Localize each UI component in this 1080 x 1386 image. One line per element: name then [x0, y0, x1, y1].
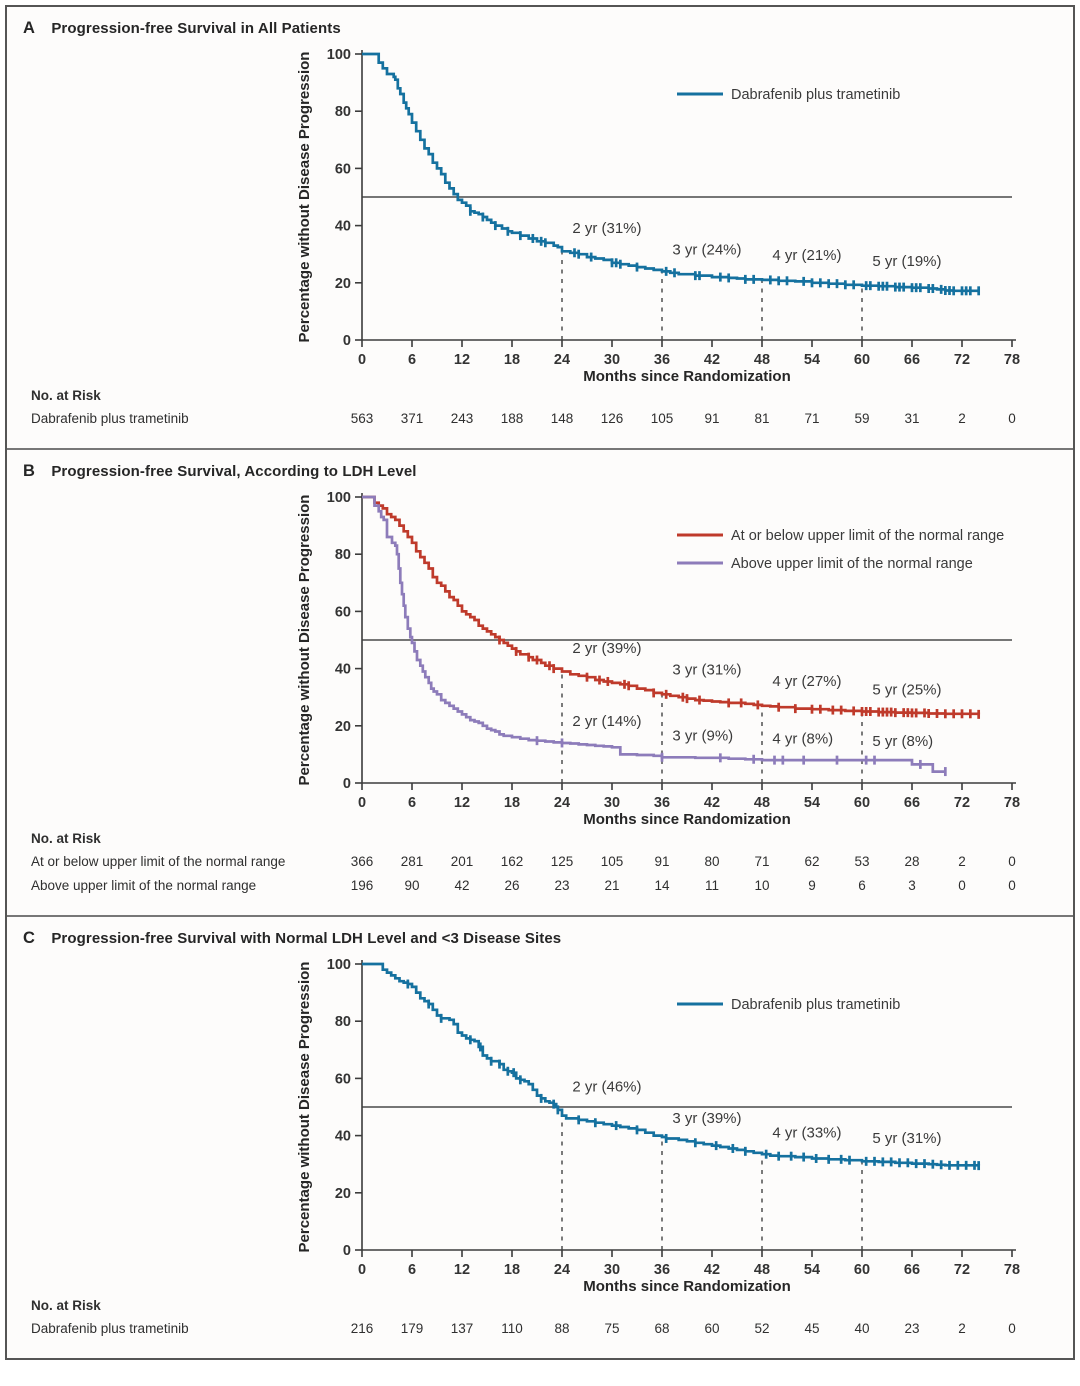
x-tick-label: 48 — [753, 352, 771, 368]
risk-value: 110 — [501, 1321, 523, 1336]
timepoint-annotation: 5 yr (25%) — [872, 681, 942, 699]
y-tick-label: 20 — [334, 1185, 351, 1202]
risk-value: 23 — [904, 1321, 920, 1336]
y-tick-label: 0 — [342, 333, 351, 349]
risk-value: 42 — [454, 878, 470, 893]
x-tick-label: 0 — [357, 795, 367, 811]
risk-value: 281 — [400, 854, 424, 869]
x-tick-label: 18 — [503, 1262, 521, 1278]
risk-value: 26 — [504, 878, 520, 893]
timepoint-annotation: 4 yr (8%) — [772, 730, 834, 748]
x-axis-title: Months since Randomization — [583, 368, 791, 382]
x-tick-label: 6 — [407, 352, 417, 368]
x-tick-label: 12 — [453, 1262, 471, 1278]
panel-a-title-text: Progression-free Survival in All Patients — [51, 20, 341, 37]
x-tick-label: 66 — [903, 1262, 921, 1278]
y-tick-label: 40 — [334, 218, 351, 235]
risk-value: 40 — [854, 1321, 870, 1336]
risk-value: 196 — [350, 878, 374, 893]
x-tick-label: 54 — [803, 352, 821, 368]
legend-label: At or below upper limit of the normal range — [731, 528, 1005, 544]
legend-label: Above upper limit of the normal range — [731, 556, 973, 572]
risk-value: 53 — [854, 854, 870, 869]
risk-value: 366 — [350, 854, 374, 869]
y-tick-label: 20 — [334, 718, 351, 735]
risk-value: 28 — [904, 854, 920, 869]
x-tick-label: 48 — [753, 1262, 771, 1278]
risk-value: 45 — [804, 1321, 820, 1336]
x-tick-label: 24 — [553, 352, 571, 368]
panel-b — [7, 448, 1073, 915]
x-tick-label: 42 — [703, 1262, 721, 1278]
risk-value: 80 — [704, 854, 720, 869]
x-tick-label: 48 — [753, 795, 771, 811]
risk-value: 201 — [450, 854, 474, 869]
x-tick-label: 24 — [553, 795, 571, 811]
x-tick-label: 66 — [903, 795, 921, 811]
x-tick-label: 18 — [503, 795, 521, 811]
x-axis-title: Months since Randomization — [583, 811, 791, 825]
y-tick-label: 0 — [342, 1243, 351, 1259]
panel-c-title — [17, 923, 1063, 950]
risk-value: 0 — [958, 878, 966, 893]
risk-value: 105 — [600, 854, 624, 869]
risk-value: 52 — [754, 1321, 770, 1336]
risk-value: 75 — [604, 1321, 620, 1336]
x-tick-label: 60 — [853, 352, 871, 368]
x-tick-label: 54 — [803, 795, 821, 811]
x-tick-label: 18 — [503, 352, 521, 368]
x-tick-label: 54 — [803, 1262, 821, 1278]
y-tick-label: 100 — [326, 957, 351, 973]
risk-value: 2 — [958, 854, 966, 869]
timepoint-annotation: 4 yr (33%) — [772, 1124, 842, 1142]
risk-value: 21 — [604, 878, 620, 893]
x-tick-label: 78 — [1003, 1262, 1021, 1278]
x-tick-label: 12 — [453, 795, 471, 811]
risk-value: 68 — [654, 1321, 670, 1336]
y-tick-label: 80 — [334, 547, 351, 564]
panel-c-title-text: Progression-free Survival with Normal LDH Level and <3 Disease Sites — [51, 930, 562, 947]
x-tick-label: 30 — [603, 352, 621, 368]
risk-value: 0 — [1008, 878, 1016, 893]
risk-value: 11 — [704, 878, 719, 893]
risk-value: 371 — [400, 411, 424, 426]
risk-row-label: At or below upper limit of the normal range — [31, 854, 286, 869]
risk-value: 90 — [404, 878, 420, 893]
risk-value: 23 — [554, 878, 570, 893]
risk-value: 2 — [958, 1321, 966, 1336]
risk-value: 3 — [908, 878, 916, 893]
risk-header: No. at Risk — [31, 388, 101, 403]
x-tick-label: 36 — [653, 795, 671, 811]
risk-value: 216 — [350, 1321, 374, 1336]
risk-table-normal-ldh-lt3-sites — [17, 1292, 1063, 1356]
risk-value: 31 — [904, 411, 920, 426]
risk-value: 59 — [854, 411, 870, 426]
risk-value: 91 — [654, 854, 670, 869]
legend-label: Dabrafenib plus trametinib — [731, 997, 901, 1013]
km-chart-normal-ldh-lt3-sites — [17, 950, 1073, 1292]
risk-value: 81 — [754, 411, 770, 426]
timepoint-annotation: 3 yr (31%) — [672, 661, 742, 679]
risk-value: 125 — [550, 854, 574, 869]
risk-value: 243 — [450, 411, 474, 426]
risk-value: 9 — [808, 878, 816, 893]
risk-value: 10 — [754, 878, 770, 893]
x-tick-label: 72 — [953, 795, 971, 811]
timepoint-annotation: 5 yr (19%) — [872, 252, 942, 270]
panel-a — [7, 7, 1073, 448]
risk-value: 137 — [450, 1321, 474, 1336]
risk-row-label: Above upper limit of the normal range — [31, 878, 257, 893]
risk-value: 14 — [654, 878, 670, 893]
timepoint-annotation: 4 yr (21%) — [772, 247, 842, 265]
timepoint-annotation: 5 yr (31%) — [872, 1130, 942, 1148]
x-tick-label: 72 — [953, 352, 971, 368]
timepoint-annotation: 3 yr (24%) — [672, 241, 742, 259]
risk-value: 71 — [804, 411, 820, 426]
risk-row-label: Dabrafenib plus trametinib — [31, 1321, 189, 1336]
x-tick-label: 6 — [407, 1262, 417, 1278]
x-tick-label: 24 — [553, 1262, 571, 1278]
y-tick-label: 60 — [334, 161, 351, 178]
risk-value: 88 — [554, 1321, 570, 1336]
risk-value: 148 — [550, 411, 574, 426]
y-axis-title: Percentage without Disease Progression — [296, 494, 313, 786]
x-tick-label: 42 — [703, 795, 721, 811]
x-tick-label: 72 — [953, 1262, 971, 1278]
panel-a-title — [17, 13, 1063, 40]
timepoint-annotation: 2 yr (46%) — [572, 1078, 642, 1096]
y-tick-label: 40 — [334, 661, 351, 678]
y-tick-label: 100 — [326, 490, 351, 506]
x-tick-label: 0 — [357, 1262, 367, 1278]
risk-header: No. at Risk — [31, 1298, 101, 1313]
y-tick-label: 100 — [326, 47, 351, 63]
y-axis-title: Percentage without Disease Progression — [296, 51, 313, 343]
risk-value: 60 — [704, 1321, 720, 1336]
x-tick-label: 30 — [603, 1262, 621, 1278]
risk-value: 126 — [600, 411, 624, 426]
risk-value: 0 — [1008, 854, 1016, 869]
panel-c-letter: C — [23, 929, 36, 947]
y-tick-label: 80 — [334, 104, 351, 121]
risk-value: 71 — [754, 854, 770, 869]
x-tick-label: 12 — [453, 352, 471, 368]
risk-value: 188 — [500, 411, 524, 426]
timepoint-annotation: 2 yr (31%) — [572, 220, 642, 238]
y-tick-label: 0 — [342, 776, 351, 792]
y-tick-label: 80 — [334, 1014, 351, 1031]
risk-value: 2 — [958, 411, 966, 426]
timepoint-annotation: 3 yr (9%) — [672, 727, 734, 745]
x-tick-label: 30 — [603, 795, 621, 811]
x-tick-label: 78 — [1003, 352, 1021, 368]
timepoint-annotation: 4 yr (27%) — [772, 673, 842, 691]
km-figure — [5, 5, 1075, 1360]
timepoint-annotation: 5 yr (8%) — [872, 733, 934, 751]
panel-a-letter: A — [23, 19, 36, 37]
risk-value: 179 — [400, 1321, 424, 1336]
y-tick-label: 60 — [334, 604, 351, 621]
timepoint-annotation: 2 yr (39%) — [572, 640, 642, 658]
y-tick-label: 20 — [334, 275, 351, 292]
x-tick-label: 0 — [357, 352, 367, 368]
timepoint-annotation: 2 yr (14%) — [572, 713, 642, 731]
x-tick-label: 36 — [653, 1262, 671, 1278]
y-axis-title: Percentage without Disease Progression — [296, 961, 313, 1253]
y-tick-label: 40 — [334, 1128, 351, 1145]
km-chart-all-patients — [17, 40, 1073, 382]
timepoint-annotation: 3 yr (39%) — [672, 1110, 742, 1128]
x-tick-label: 66 — [903, 352, 921, 368]
x-axis-title: Months since Randomization — [583, 1278, 791, 1292]
y-tick-label: 60 — [334, 1071, 351, 1088]
x-tick-label: 78 — [1003, 795, 1021, 811]
x-tick-label: 60 — [853, 795, 871, 811]
risk-value: 0 — [1008, 411, 1016, 426]
x-tick-label: 60 — [853, 1262, 871, 1278]
risk-value: 105 — [650, 411, 674, 426]
x-tick-label: 6 — [407, 795, 417, 811]
x-tick-label: 36 — [653, 352, 671, 368]
risk-table-ldh-level — [17, 825, 1063, 913]
risk-value: 0 — [1008, 1321, 1016, 1336]
risk-header: No. at Risk — [31, 831, 101, 846]
panel-b-letter: B — [23, 462, 36, 480]
panel-c — [7, 915, 1073, 1358]
risk-value: 91 — [704, 411, 720, 426]
risk-value: 563 — [350, 411, 374, 426]
risk-value: 162 — [500, 854, 524, 869]
risk-value: 62 — [804, 854, 820, 869]
km-chart-ldh-level — [17, 483, 1073, 825]
x-tick-label: 42 — [703, 352, 721, 368]
panel-b-title — [17, 456, 1063, 483]
risk-value: 6 — [858, 878, 866, 893]
legend-label: Dabrafenib plus trametinib — [731, 87, 901, 103]
risk-table-all-patients — [17, 382, 1063, 446]
panel-b-title-text: Progression-free Survival, According to LDH Level — [51, 463, 417, 480]
risk-row-label: Dabrafenib plus trametinib — [31, 411, 189, 426]
